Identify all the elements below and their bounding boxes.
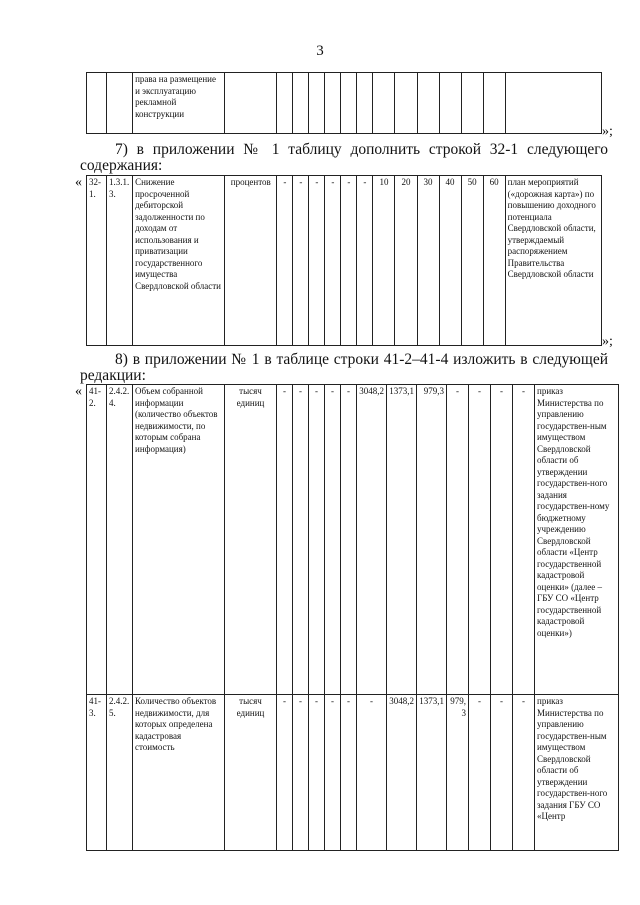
unit-cell: тысяч единиц: [225, 695, 277, 851]
value-cell: -: [325, 385, 341, 695]
indicator-name: Снижение просроченной дебиторской задолженности по доходам от использования и приватизации государственного имущества Свердловской области: [133, 176, 225, 346]
value-cell: -: [357, 176, 373, 346]
value-cell: -: [341, 176, 357, 346]
value-cell: -: [325, 695, 341, 851]
value-cell: 979,3: [417, 385, 447, 695]
value-cell: 1373,1: [387, 385, 417, 695]
value-cell: 30: [417, 176, 439, 346]
row-number: 41-2.: [87, 385, 107, 695]
table-row-32-1: [86, 175, 602, 346]
row-number: 41-3.: [87, 695, 107, 851]
value-cell: -: [341, 385, 357, 695]
value-cell: -: [309, 695, 325, 851]
value-cell: 3048,2: [387, 695, 417, 851]
value-cell: -: [309, 176, 325, 346]
paragraph-7-line1: 7) в приложении № 1 таблицу дополнить строкой 32-1 следующего: [115, 141, 608, 158]
source-document: приказ Министерства по управлению государствен-ным имуществом Свердловской области об утверждении государствен-ного задания государствен-ному бюджетному учреждению Свердловской области «Центр государственной кадастровой оценки» (далее – ГБУ СО «Центр государственной кадастровой оценки»): [535, 385, 619, 695]
value-cell: 1373,1: [417, 695, 447, 851]
table-rows-41: [86, 384, 619, 851]
row-number: 32-1.: [87, 176, 107, 346]
unit-cell: тысяч единиц: [225, 385, 277, 695]
value-cell: 50: [461, 176, 483, 346]
value-cell: -: [293, 695, 309, 851]
unit-cell: процентов: [225, 176, 277, 346]
value-cell: -: [447, 385, 469, 695]
value-cell: 3048,2: [357, 385, 387, 695]
value-cell: -: [277, 695, 293, 851]
value-cell: 10: [373, 176, 395, 346]
value-cell: -: [293, 176, 309, 346]
value-cell: -: [277, 385, 293, 695]
value-cell: -: [469, 385, 491, 695]
row-code: 2.4.2.5.: [107, 695, 133, 851]
indicator-name: Объем собранной информации (количество объектов недвижимости, по которым собрана информация): [133, 385, 225, 695]
value-cell: -: [325, 176, 341, 346]
table-top-text: права на размещение и эксплуатацию рекламной конструкции: [133, 73, 225, 134]
value-cell: -: [513, 385, 535, 695]
close-mark-top: »;: [602, 124, 613, 139]
paragraph-8-line1: 8) в приложении № 1 в таблице строки 41-2–41-4 изложить в следующей: [115, 351, 608, 368]
page-number: 3: [316, 43, 324, 59]
value-cell: 40: [439, 176, 461, 346]
open-mark-41: «: [75, 384, 82, 399]
open-mark-32: «: [75, 175, 82, 190]
value-cell: 979,3: [447, 695, 469, 851]
value-cell: -: [293, 385, 309, 695]
close-mark-32: »;: [602, 334, 613, 349]
value-cell: -: [357, 695, 387, 851]
source-document: приказ Министерства по управлению государствен-ным имуществом Свердловской области об утверждении государствен-ного задания ГБУ СО «Центр: [535, 695, 619, 851]
value-cell: -: [513, 695, 535, 851]
table-top-fragment: [86, 72, 602, 134]
value-cell: -: [277, 176, 293, 346]
row-code: 2.4.2.4.: [107, 385, 133, 695]
paragraph-8-line2: редакции:: [80, 367, 146, 384]
value-cell: -: [469, 695, 491, 851]
row-code: 1.3.1.3.: [107, 176, 133, 346]
source-document: план мероприятий («дорожная карта») по повышению доходного потенциала Свердловской области, утверждаемый распоряжением Правительства Свердловской области: [505, 176, 601, 346]
value-cell: -: [309, 385, 325, 695]
value-cell: 60: [483, 176, 505, 346]
indicator-name: Количество объектов недвижимости, для которых определена кадастровая стоимость: [133, 695, 225, 851]
value-cell: -: [491, 695, 513, 851]
paragraph-7-line2: содержания:: [80, 157, 163, 174]
value-cell: -: [491, 385, 513, 695]
value-cell: -: [341, 695, 357, 851]
value-cell: 20: [395, 176, 417, 346]
